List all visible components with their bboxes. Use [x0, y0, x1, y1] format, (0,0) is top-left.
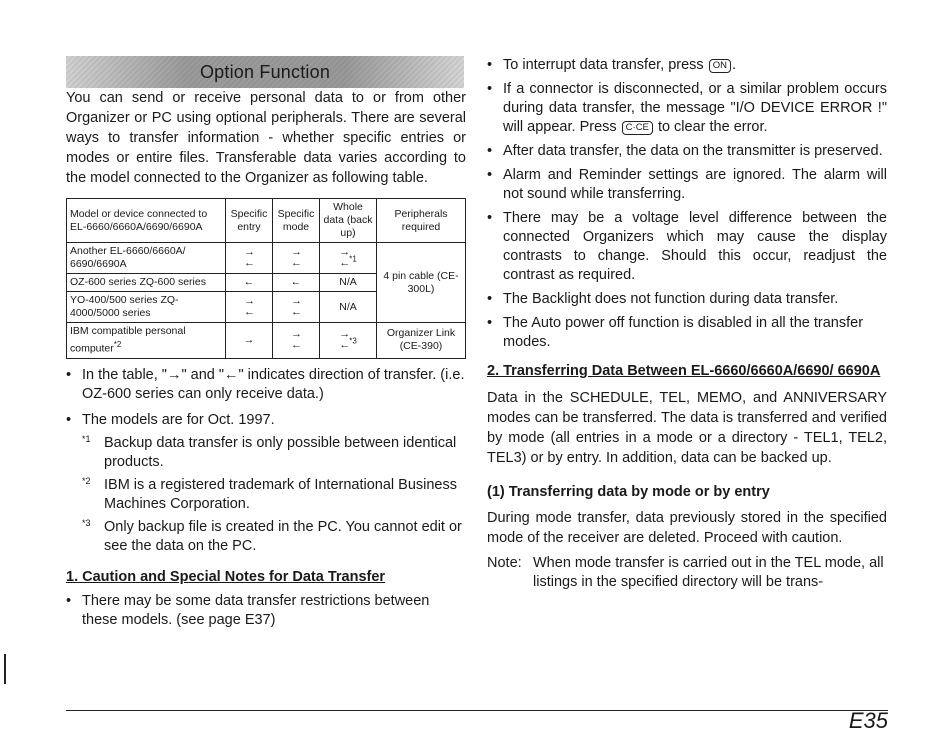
footnote-mark: *2 [82, 475, 91, 486]
row-model: YO-400/500 series ZQ-4000/5000 series [67, 292, 226, 323]
section-1-title: 1. Caution and Special Notes for Data Transfer [66, 568, 386, 585]
whole-value: N/A [320, 292, 377, 323]
footnote-mark: *1 [82, 433, 91, 444]
list-item: • There may be some data transfer restrictions between these models. (see page E37) [66, 592, 466, 630]
row-model: OZ-600 series ZQ-600 series [67, 274, 226, 292]
section-2-paragraph: Data in the SCHEDULE, TEL, MEMO, and ANNIVERSARY modes can be transferred. The data is transferred and verified by mode (all entries in a mode or a directory - TEL1, TEL2, TEL3) or by entry. In addition, data can be backed up. [487, 390, 887, 466]
section-1-list [66, 592, 466, 630]
disconnect-text: If a connector is disconnected, or a similar problem occurs during data transfer, the message "I/O DEVICE ERROR !" will appear. Press [503, 81, 887, 135]
footnote-mark: *3 [82, 517, 91, 528]
footnote [66, 476, 466, 514]
footnote-ref: *1 [349, 254, 357, 263]
list-item: • After data transfer, the data on the transmitter is preserved. [487, 142, 887, 161]
compatibility-table [66, 198, 466, 359]
list-item: • The Backlight does not function during data transfer. [487, 290, 887, 309]
note-text: When mode transfer is carried out in the TEL mode, all listings in the specified directory will be trans- [533, 555, 884, 590]
footnote [66, 518, 466, 556]
interrupt-text: To interrupt data transfer, press [503, 57, 704, 73]
list-item: • Alarm and Reminder settings are ignored. The alarm will not sound while transferring. [487, 166, 887, 204]
banner-title: Option Function [199, 61, 331, 82]
footnote [66, 434, 466, 472]
on-key-icon: ON [709, 59, 731, 73]
list-item [487, 56, 887, 75]
footnote-ref: *2 [113, 340, 122, 349]
note-label: Note: [487, 555, 522, 571]
peripheral-link: Organizer Link (CE-390) [377, 323, 466, 359]
header-entry: Specific entry [226, 199, 273, 243]
margin-mark [4, 654, 6, 684]
footer-rule [66, 710, 888, 711]
disconnect-text-end: to clear the error. [657, 119, 768, 135]
subsection-1-title: (1) Transferring data by mode or by entry [487, 484, 770, 500]
header-mode: Specific mode [273, 199, 320, 243]
whole-value: N/A [320, 274, 377, 292]
mode-direction: → ← [291, 294, 302, 318]
table-row [67, 243, 466, 274]
header-peripherals: Peripherals required [377, 199, 466, 243]
entry-direction: ← [226, 274, 273, 292]
entry-direction: → ← [244, 294, 255, 318]
footnote-text: Only backup file is created in the PC. You cannot edit or see the data on the PC. [104, 518, 462, 554]
left-column [66, 56, 466, 630]
page-number: E35 [848, 708, 888, 733]
footnote-text: Backup data transfer is only possible between identical products. [104, 434, 457, 470]
list-item [487, 80, 887, 137]
table-header-row [67, 199, 466, 243]
right-column [487, 56, 887, 592]
interrupt-period: . [731, 57, 736, 73]
entry-direction: → ← [244, 245, 255, 269]
list-item: • The Auto power off function is disabled in all the transfer modes. [487, 314, 887, 352]
mode-direction: → ← [291, 327, 302, 351]
row-model-cell [67, 323, 226, 359]
table-row [67, 323, 466, 359]
list-item: • In the table, "→" and "←" indicates direction of transfer. (i.e. OZ-600 series can only receive data.) [66, 366, 466, 404]
whole-direction: → ← [339, 327, 351, 351]
table-notes-list [66, 366, 466, 430]
option-function-banner [66, 56, 464, 88]
footnote-ref: *3 [349, 336, 357, 346]
mode-direction: ← [273, 274, 320, 292]
cce-key-icon: C·CE [622, 121, 653, 135]
notes-list [487, 56, 887, 352]
subsection-1-paragraph: During mode transfer, data previously stored in the specified mode of the receiver are deleted. Proceed with caution. [487, 510, 887, 546]
section-2-title: 2. Transferring Data Between EL-6660/6660A/6690/ 6690A [487, 363, 881, 379]
footnote-text: IBM is a registered trademark of International Business Machines Corporation. [104, 476, 457, 512]
mode-direction: → ← [291, 245, 302, 269]
row-model: IBM compatible personal computer [70, 325, 186, 355]
list-item: • The models are for Oct. 1997. [66, 411, 466, 430]
header-model: Model or device connected to EL-6660/6660A/6690/6690A [67, 199, 226, 243]
entry-direction: → [226, 323, 273, 359]
row-model: Another EL-6660/6660A/ 6690/6690A [67, 243, 226, 274]
header-whole: Whole data (back up) [320, 199, 377, 243]
peripheral-cable: 4 pin cable (CE-300L) [377, 243, 466, 323]
note-block [487, 554, 887, 592]
whole-direction: → ← [339, 245, 351, 269]
list-item: • There may be a voltage level difference between the connected Organizers which may cause the display contrasts to change. Should this occur, readjust the contrast as required. [487, 209, 887, 285]
intro-paragraph: You can send or receive personal data to or from other Organizer or PC using optional peripherals. There are several ways to transfer information - whether specific entries or modes or entire files. Transferable data varies according to the model connected to the Organizer as following table. [66, 90, 466, 186]
